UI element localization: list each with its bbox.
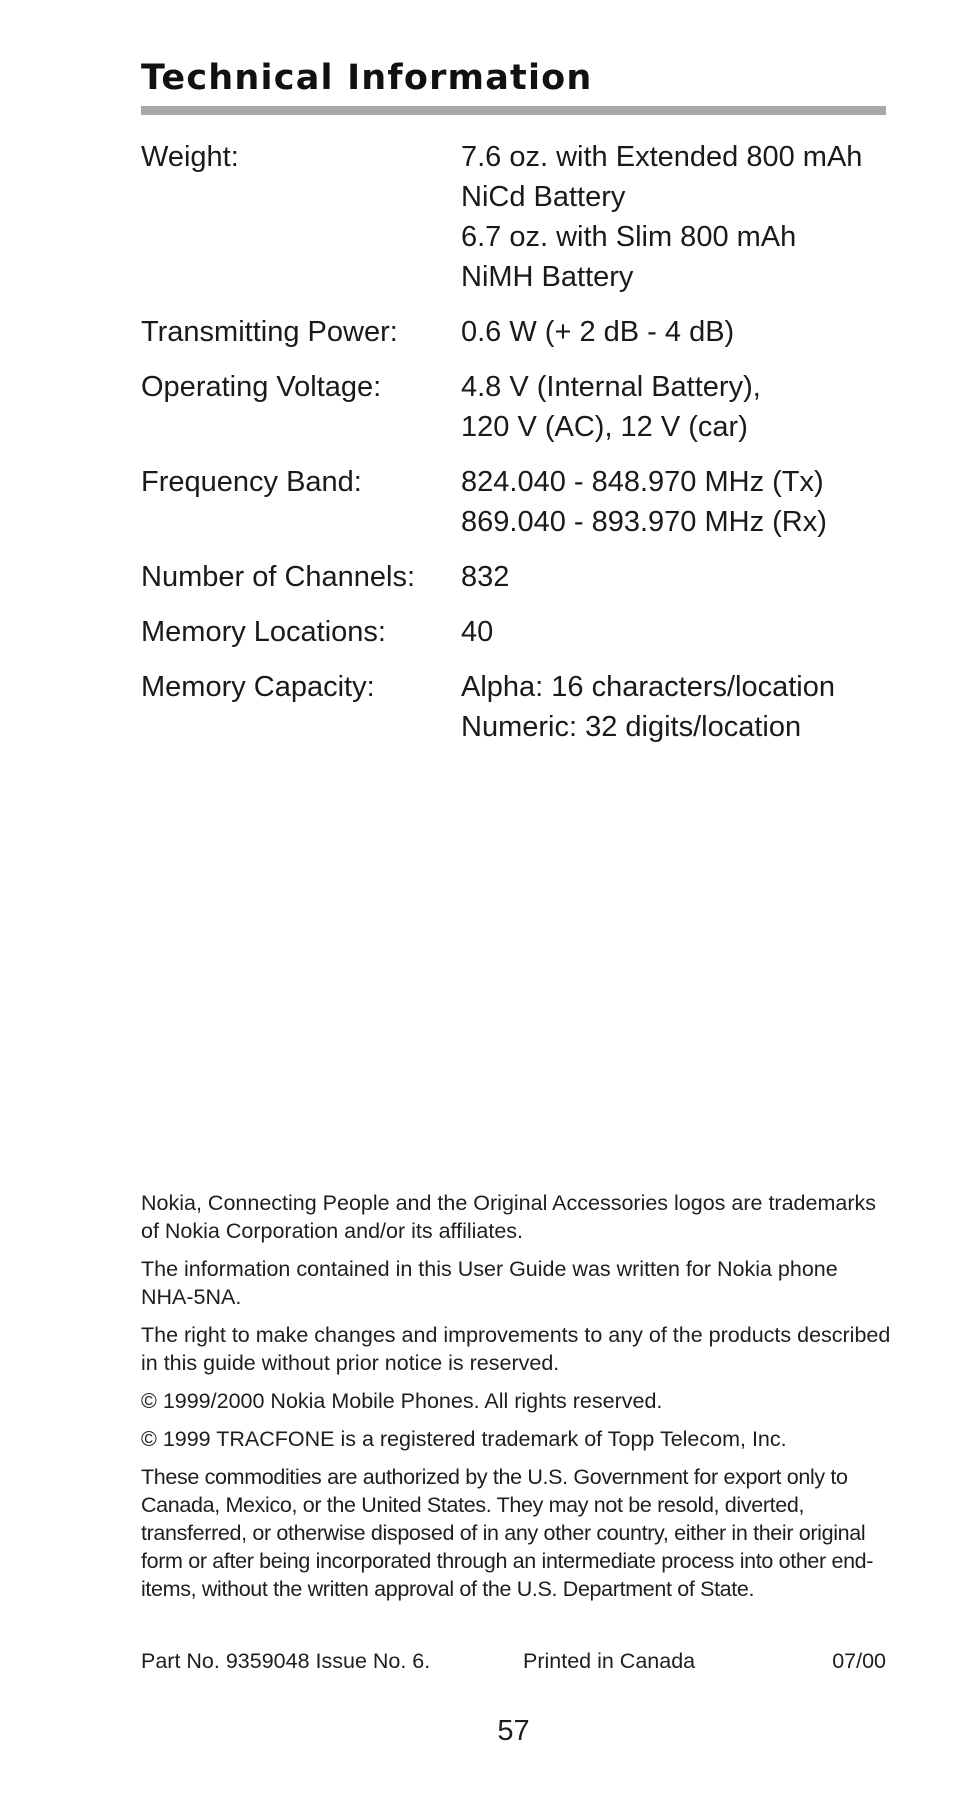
spec-value: Alpha: 16 characters/location bbox=[461, 671, 835, 703]
spec-values bbox=[461, 137, 886, 297]
page-number: 57 bbox=[497, 1715, 530, 1747]
spec-value: 120 V (AC), 12 V (car) bbox=[461, 411, 748, 443]
title-underline bbox=[141, 106, 886, 115]
spec-row-frequency-band bbox=[141, 462, 886, 542]
legal-notices bbox=[141, 1189, 891, 1613]
spec-value: 4.8 V (Internal Battery), bbox=[461, 371, 761, 403]
part-number-line bbox=[141, 1647, 886, 1675]
print-date: 07/00 bbox=[832, 1649, 886, 1673]
spec-value: NiCd Battery bbox=[461, 181, 626, 213]
spec-value: NiMH Battery bbox=[461, 261, 634, 293]
spec-values bbox=[461, 612, 886, 652]
spec-value: 869.040 - 893.970 MHz (Rx) bbox=[461, 506, 827, 538]
spec-value: Numeric: 32 digits/location bbox=[461, 711, 802, 743]
spec-values bbox=[461, 367, 886, 447]
spec-label: Memory Locations: bbox=[141, 616, 386, 648]
copyright-tracfone: © 1999 TRACFONE is a registered trademark of Topp Telecom, Inc. bbox=[141, 1427, 787, 1451]
page-title: Technical Information bbox=[141, 58, 593, 98]
spec-row-memory-capacity bbox=[141, 667, 886, 747]
spec-row-operating-voltage bbox=[141, 367, 886, 447]
spec-row-transmitting-power bbox=[141, 312, 886, 352]
user-guide-notice: The information contained in this User Guide was written for Nokia phone NHA-5NA. bbox=[141, 1257, 838, 1309]
part-number: Part No. 9359048 Issue No. 6. bbox=[141, 1649, 431, 1673]
export-notice: These commodities are authorized by the U.S. Government for export only to Canada, Mexico, or the United States. They may not be resold, diverted, transferred, or otherwise disposed of in any other country, either in their original form or after being incorporated through an intermediate process into other end-items, without the written approval of the U.S. Department of State. bbox=[141, 1465, 874, 1601]
spec-label: Number of Channels: bbox=[141, 561, 416, 593]
spec-value: 0.6 W (+ 2 dB - 4 dB) bbox=[461, 316, 735, 348]
spec-label: Operating Voltage: bbox=[141, 371, 382, 403]
spec-row-weight bbox=[141, 137, 886, 297]
printed-in: Printed in Canada bbox=[523, 1649, 696, 1673]
spec-row-memory-locations bbox=[141, 612, 886, 652]
copyright-nokia: © 1999/2000 Nokia Mobile Phones. All rights reserved. bbox=[141, 1389, 663, 1413]
changes-notice: The right to make changes and improvements to any of the products described in this guide without prior notice is reserved. bbox=[141, 1323, 891, 1375]
spec-value: 7.6 oz. with Extended 800 mAh bbox=[461, 141, 863, 173]
spec-row-number-of-channels bbox=[141, 557, 886, 597]
spec-values bbox=[461, 667, 886, 747]
document-page bbox=[141, 0, 891, 1803]
spec-value: 832 bbox=[461, 561, 510, 593]
spec-label: Memory Capacity: bbox=[141, 671, 375, 703]
spec-values bbox=[461, 557, 886, 597]
spec-label: Transmitting Power: bbox=[141, 316, 398, 348]
spec-table bbox=[141, 137, 886, 762]
spec-value: 824.040 - 848.970 MHz (Tx) bbox=[461, 466, 824, 498]
spec-values bbox=[461, 462, 886, 542]
spec-value: 40 bbox=[461, 616, 494, 648]
spec-label: Frequency Band: bbox=[141, 466, 362, 498]
spec-label: Weight: bbox=[141, 141, 239, 173]
spec-values bbox=[461, 312, 886, 352]
spec-value: 6.7 oz. with Slim 800 mAh bbox=[461, 221, 797, 253]
trademark-notice: Nokia, Connecting People and the Original Accessories logos are trademarks of Nokia Corporation and/or its affiliates. bbox=[141, 1191, 876, 1243]
